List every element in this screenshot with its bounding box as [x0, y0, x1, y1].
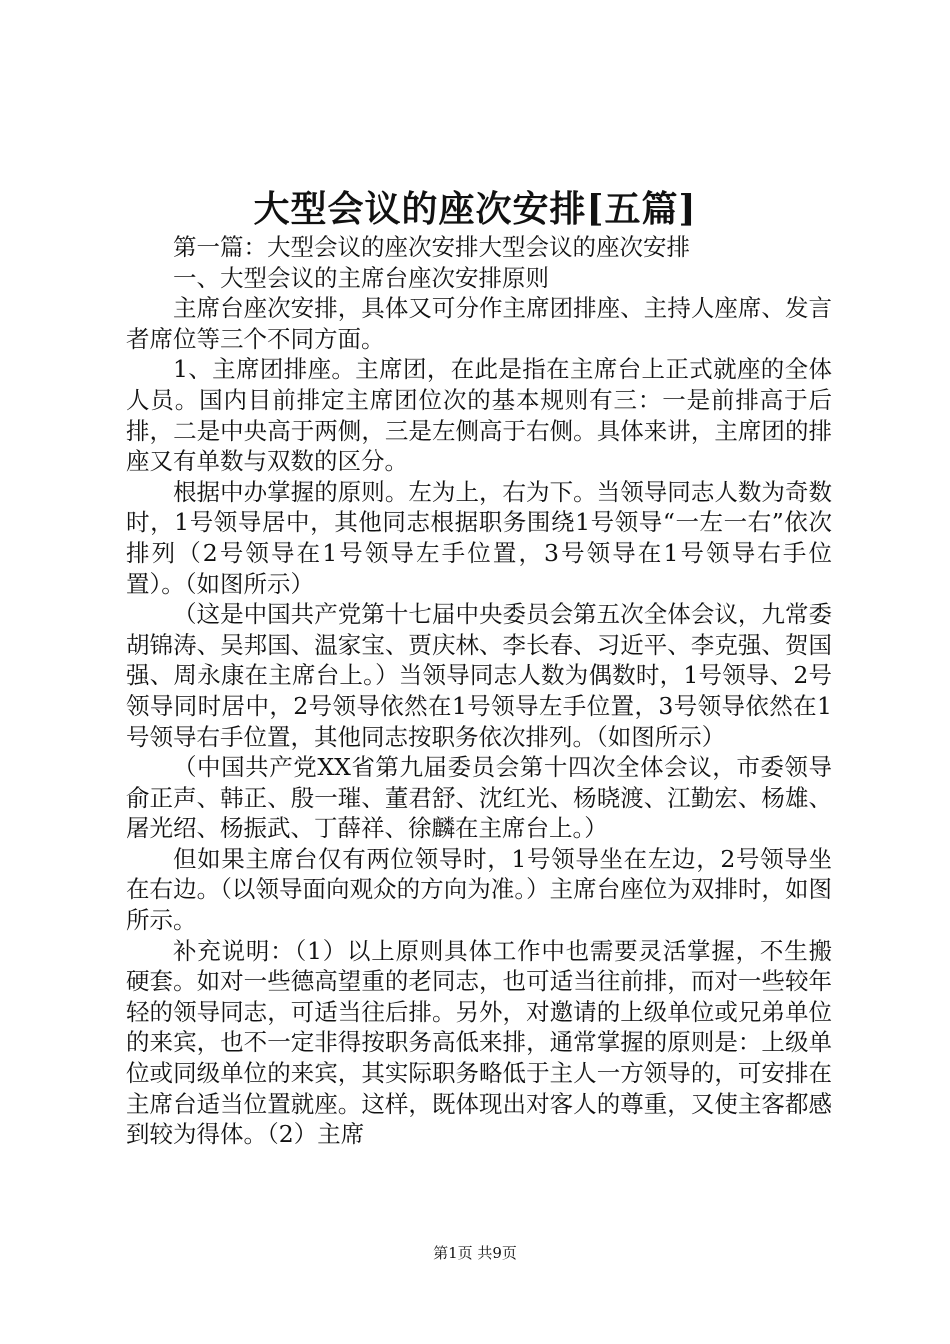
paragraph: 但如果主席台仅有两位领导时，1号领导坐在左边，2号领导坐在右边。（以领导面向观众的方向为准。）主席台座位为双排时，如图所示。 — [126, 844, 832, 935]
paragraph: 补充说明：（1）以上原则具体工作中也需要灵活掌握，不生搬硬套。如对一些德高望重的老同志，也可适当往前排，而对一些较年轻的领导同志，可适当往后排。另外，对邀请的上级单位或兄弟单位的来宾，也不一定非得按职务高低来排，通常掌握的原则是：上级单位或同级单位的来宾，其实际职务略低于主人一方领导的，可安排在主席台适当位置就座。这样，既体现出对客人的尊重，又使主客都感到较为得体。（2）主席 — [126, 936, 832, 1149]
page-number-footer: 第1页 共9页 — [433, 1244, 517, 1262]
document-title: 大型会议的座次安排[五篇] — [253, 188, 697, 230]
paragraph: （这是中国共产党第十七届中央委员会第五次全体会议，九常委胡锦涛、吴邦国、温家宝、贾庆林、李长春、习近平、李克强、贺国强、周永康在主席台上。）当领导同志人数为偶数时，1号领导、2号领导同时居中，2号领导依然在1号领导左手位置，3号领导依然在1号领导右手位置，其他同志按职务依次排列。（如图所示） — [126, 600, 832, 751]
paragraph: 第一篇：大型会议的座次安排大型会议的座次安排 — [173, 233, 690, 261]
paragraph: 一、大型会议的主席台座次安排原则 — [173, 263, 549, 292]
paragraph: 根据中办掌握的原则。左为上，右为下。当领导同志人数为奇数时，1号领导居中，其他同志根据职务围绕1号领导“一左一右”依次排列（2号领导在1号领导左手位置，3号领导在1号领导右手位置）。（如图所示） — [126, 477, 832, 598]
document-body — [126, 232, 832, 1150]
paragraph: 1、主席团排座。主席团，在此是指在主席台上正式就座的全体人员。国内目前排定主席团位次的基本规则有三：一是前排高于后排，二是中央高于两侧，三是左侧高于右侧。具体来讲，主席团的排座又有单数与双数的区分。 — [126, 355, 832, 476]
paragraph: 主席台座次安排，具体又可分作主席团排座、主持人座席、发言者席位等三个不同方面。 — [126, 294, 832, 353]
paragraph: （中国共产党XX省第九届委员会第十四次全体会议，市委领导俞正声、韩正、殷一璀、董君舒、沈红光、杨晓渡、江勤宏、杨雄、屠光绍、杨振武、丁薛祥、徐麟在主席台上。） — [126, 753, 832, 843]
